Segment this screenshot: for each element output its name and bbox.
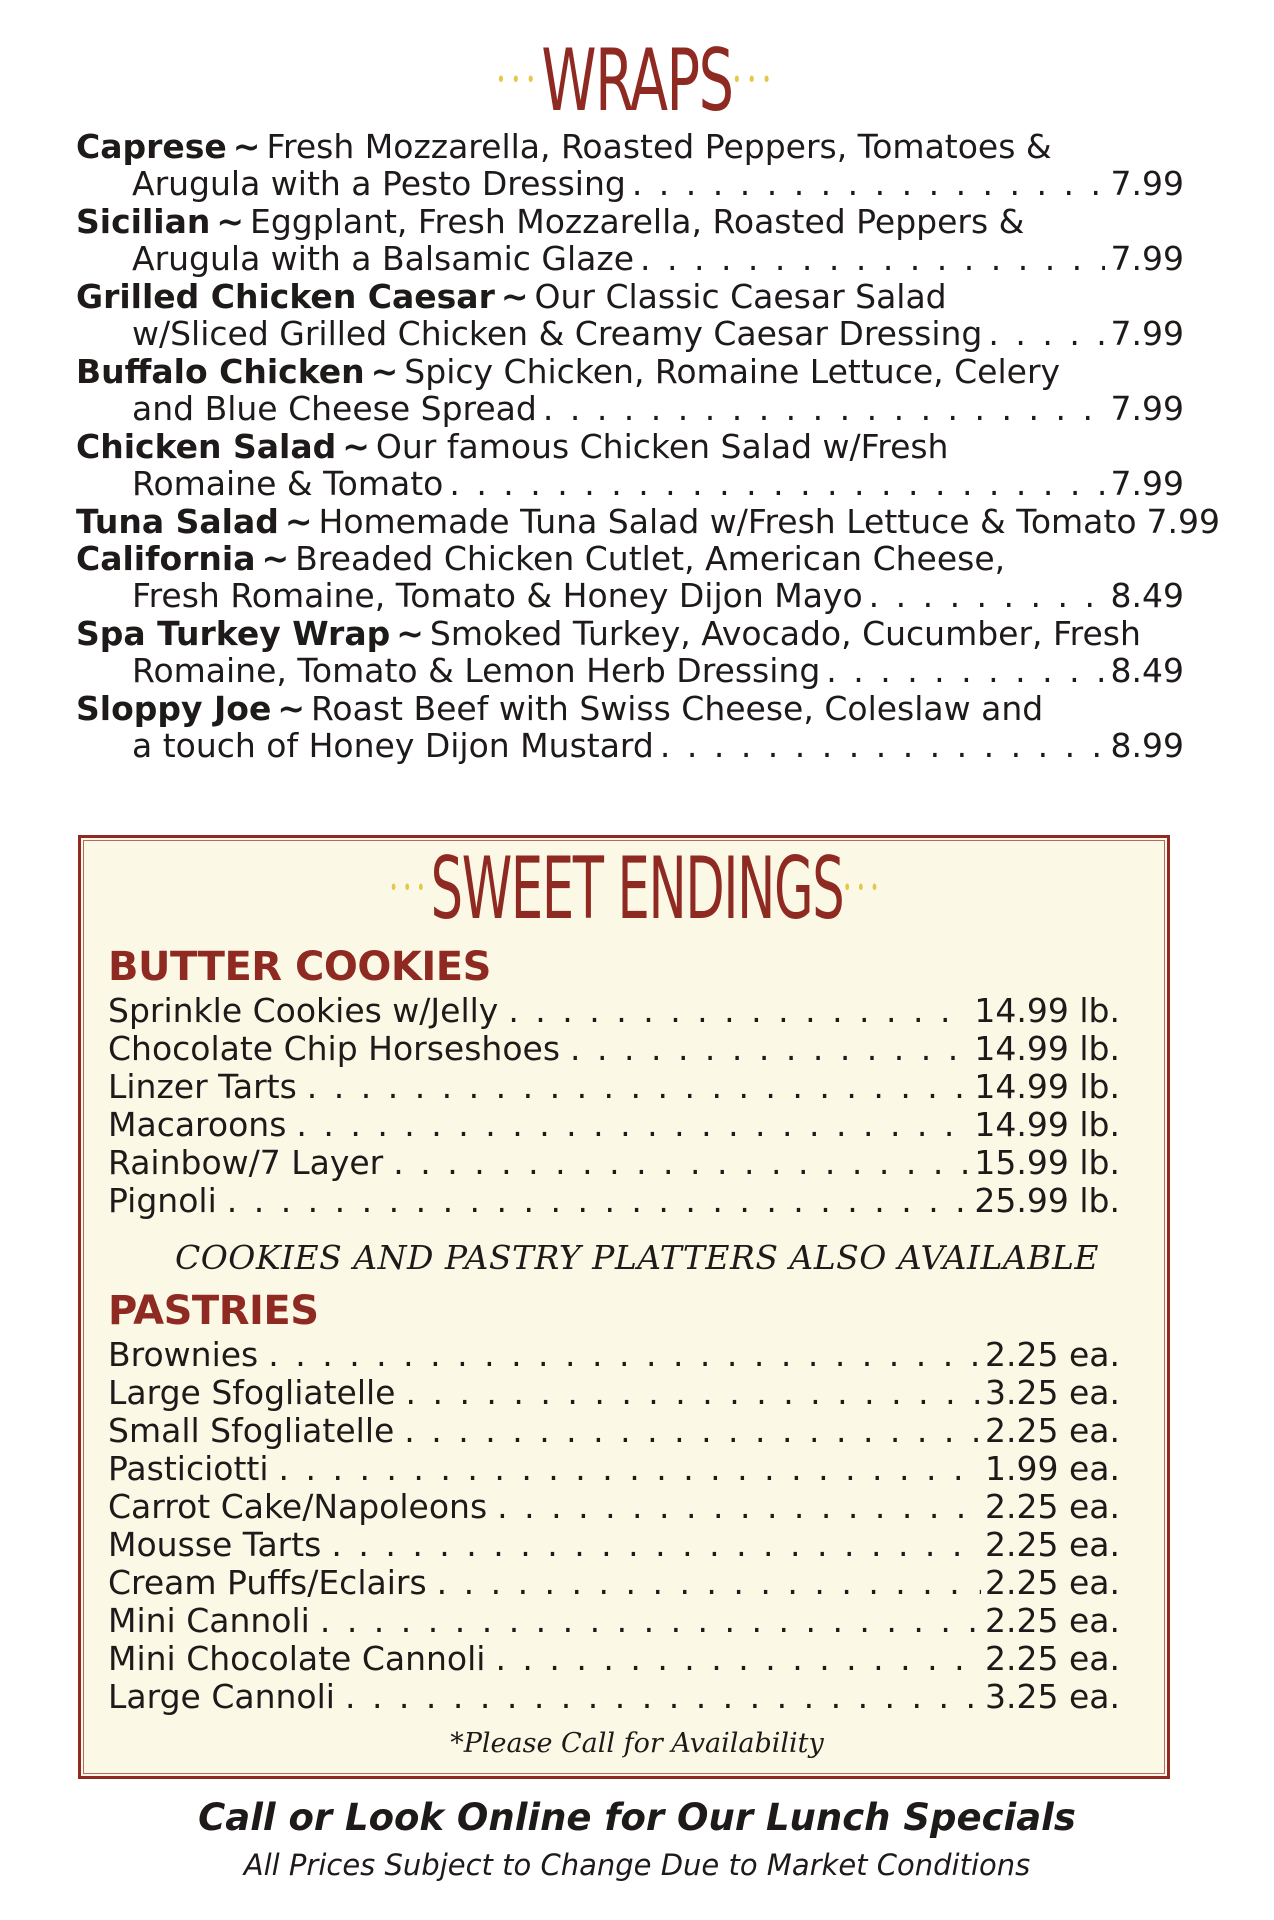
wrap-description-cont: w/Sliced Grilled Chicken & Creamy Caesar Dressing — [132, 314, 983, 353]
wrap-description: Homemade Tuna Salad w/Fresh Lettuce & Tomato — [318, 502, 1137, 541]
wrap-name: Buffalo Chicken — [76, 352, 365, 391]
list-item — [108, 992, 1120, 1030]
wrap-name: Caprese — [76, 127, 227, 166]
wrap-separator: ~ — [284, 502, 313, 541]
item-price: 1.99 ea. — [985, 1449, 1120, 1488]
dot-leader — [497, 1488, 981, 1526]
item-name: Brownies — [108, 1335, 259, 1374]
wrap-description-cont: Arugula with a Pesto Dressing — [132, 164, 626, 203]
list-item — [108, 1144, 1120, 1182]
item-name: Large Cannoli — [108, 1677, 335, 1716]
availability-note: *Please Call for Availability — [450, 1728, 824, 1759]
butter-cookies-list — [108, 992, 1120, 1220]
list-item — [108, 1488, 1120, 1526]
dot-leader — [988, 315, 1104, 352]
dot-leader — [508, 992, 970, 1030]
wrap-description: Our famous Chicken Salad w/Fresh — [375, 427, 949, 466]
wrap-description: Spicy Chicken, Romaine Lettuce, Celery — [404, 352, 1061, 391]
wrap-item-chicken-salad — [76, 428, 1184, 503]
item-price: 2.25 ea. — [985, 1639, 1120, 1678]
item-price: 2.25 ea. — [985, 1487, 1120, 1526]
item-price: 14.99 lb. — [974, 991, 1120, 1030]
price-disclaimer: All Prices Subject to Change Due to Market Conditions — [243, 1848, 1031, 1882]
dot-leader — [449, 465, 1104, 502]
dot-leader — [660, 727, 1105, 764]
dot-leader — [279, 1450, 982, 1488]
item-name: Mousse Tarts — [108, 1525, 322, 1564]
dot-leader — [869, 577, 1105, 614]
dot-leader — [296, 1106, 970, 1144]
wrap-name: Chicken Salad — [76, 427, 337, 466]
item-name: Large Sfogliatelle — [108, 1373, 396, 1412]
dot-leader — [826, 652, 1104, 689]
wraps-title: WRAPS — [541, 31, 733, 131]
wrap-item-grilled-chicken-caesar — [76, 278, 1184, 353]
wrap-description: Roast Beef with Swiss Cheese, Coleslaw and — [310, 689, 1044, 728]
wrap-description-cont: Fresh Romaine, Tomato & Honey Dijon Mayo — [132, 576, 863, 615]
list-item — [108, 1640, 1120, 1678]
item-name: Linzer Tarts — [108, 1067, 297, 1106]
wrap-description-cont: Arugula with a Balsamic Glaze — [132, 239, 634, 278]
wrap-separator: ~ — [277, 689, 305, 728]
item-name: Pignoli — [108, 1181, 217, 1220]
wrap-price: 7.99 — [1110, 239, 1184, 278]
wrap-name: Grilled Chicken Caesar — [76, 277, 495, 316]
item-name: Carrot Cake/Napoleons — [108, 1487, 488, 1526]
decorative-dots-left: ••• — [389, 875, 431, 901]
item-name: Chocolate Chip Horseshoes — [108, 1029, 561, 1068]
butter-cookies-heading: BUTTER COOKIES — [108, 944, 491, 990]
wrap-price: 7.99 — [1110, 164, 1184, 203]
decorative-dots-left: ••• — [496, 67, 542, 93]
lunch-specials-note: Call or Look Online for Our Lunch Specials — [198, 1796, 1076, 1839]
wrap-name: Tuna Salad — [76, 502, 279, 541]
wrap-description-cont: a touch of Honey Dijon Mustard — [132, 726, 654, 765]
dot-leader — [495, 1640, 981, 1678]
item-price: 2.25 ea. — [985, 1563, 1120, 1602]
wrap-name: Sloppy Joe — [76, 689, 272, 728]
dot-leader — [320, 1602, 981, 1640]
item-price: 2.25 ea. — [985, 1411, 1120, 1450]
wrap-description: Smoked Turkey, Avocado, Cucumber, Fresh — [429, 614, 1141, 653]
list-item — [108, 1526, 1120, 1564]
wrap-item-buffalo-chicken — [76, 353, 1184, 428]
dot-leader — [405, 1374, 981, 1412]
list-item — [108, 1564, 1120, 1602]
item-name: Macaroons — [108, 1105, 287, 1144]
list-item — [108, 1030, 1120, 1068]
wrap-item-california — [76, 540, 1184, 615]
wrap-separator: ~ — [370, 352, 399, 391]
wrap-separator: ~ — [216, 202, 244, 241]
dot-leader — [345, 1678, 981, 1716]
decorative-dots-right: ••• — [843, 875, 885, 901]
item-name: Mini Cannoli — [108, 1601, 310, 1640]
wrap-name: California — [76, 539, 256, 578]
list-item — [108, 1412, 1120, 1450]
list-item — [108, 1068, 1120, 1106]
wrap-item-sicilian — [76, 203, 1184, 278]
wrap-description-cont: and Blue Cheese Spread — [132, 389, 537, 428]
wrap-item-caprese — [76, 128, 1184, 203]
list-item — [108, 1678, 1120, 1716]
wrap-price: 8.99 — [1110, 726, 1184, 765]
pastries-list — [108, 1336, 1120, 1716]
dot-leader — [307, 1068, 971, 1106]
wrap-price: 7.99 — [1110, 314, 1184, 353]
item-price: 14.99 lb. — [974, 1067, 1120, 1106]
dot-leader — [437, 1564, 981, 1602]
pastries-heading: PASTRIES — [108, 1288, 319, 1334]
wrap-price: 7.99 — [1110, 389, 1184, 428]
dot-leader — [632, 165, 1105, 202]
item-name: Small Sfogliatelle — [108, 1411, 395, 1450]
wrap-price: 7.99 — [1146, 502, 1220, 541]
item-price: 15.99 lb. — [974, 1143, 1120, 1182]
dot-leader — [543, 390, 1105, 427]
item-price: 2.25 ea. — [985, 1601, 1120, 1640]
list-item — [108, 1450, 1120, 1488]
wrap-separator: ~ — [261, 539, 290, 578]
item-name: Rainbow/7 Layer — [108, 1143, 384, 1182]
list-item — [108, 1602, 1120, 1640]
sweet-endings-title: SWEET ENDINGS — [430, 839, 844, 939]
item-price: 14.99 lb. — [974, 1029, 1120, 1068]
wrap-price: 7.99 — [1110, 464, 1184, 503]
wrap-description-cont: Romaine & Tomato — [132, 464, 444, 503]
item-price: 2.25 ea. — [985, 1335, 1120, 1374]
item-price: 25.99 lb. — [974, 1181, 1120, 1220]
platters-note: COOKIES AND PASTRY PLATTERS ALSO AVAILABLE — [175, 1238, 1099, 1277]
item-name: Sprinkle Cookies w/Jelly — [108, 991, 499, 1030]
dot-leader — [404, 1412, 981, 1450]
wrap-item-sloppy-joe — [76, 690, 1184, 765]
item-name: Pasticiotti — [108, 1449, 269, 1488]
list-item — [108, 1336, 1120, 1374]
item-name: Cream Puffs/Eclairs — [108, 1563, 427, 1602]
wrap-item-tuna-salad — [76, 502, 1220, 541]
item-price: 3.25 ea. — [985, 1373, 1120, 1412]
item-price: 2.25 ea. — [985, 1525, 1120, 1564]
wrap-price: 8.49 — [1110, 576, 1184, 615]
sweet-endings-heading — [217, 839, 1058, 939]
item-name: Mini Chocolate Cannoli — [108, 1639, 486, 1678]
dot-leader — [268, 1336, 981, 1374]
dot-leader — [640, 240, 1105, 277]
wrap-description: Breaded Chicken Cutlet, American Cheese, — [295, 539, 1006, 578]
wrap-item-spa-turkey-wrap — [76, 615, 1184, 690]
wrap-price: 8.49 — [1110, 651, 1184, 690]
dot-leader — [570, 1030, 970, 1068]
wrap-separator: ~ — [342, 427, 370, 466]
list-item — [108, 1374, 1120, 1412]
dot-leader — [227, 1182, 971, 1220]
wrap-description: Eggplant, Fresh Mozzarella, Roasted Peppers & — [250, 202, 1025, 241]
wraps-list — [76, 127, 1220, 765]
wrap-description: Our Classic Caesar Salad — [534, 277, 947, 316]
wrap-separator: ~ — [396, 614, 424, 653]
wrap-description-cont: Romaine, Tomato & Lemon Herb Dressing — [132, 651, 821, 690]
list-item — [108, 1106, 1120, 1144]
decorative-dots-right: ••• — [732, 67, 778, 93]
dot-leader — [393, 1144, 970, 1182]
wrap-separator: ~ — [500, 277, 529, 316]
wraps-heading — [178, 31, 1095, 131]
wrap-name: Sicilian — [76, 202, 211, 241]
wrap-separator: ~ — [232, 127, 261, 166]
dot-leader — [331, 1526, 981, 1564]
item-price: 14.99 lb. — [974, 1105, 1120, 1144]
wrap-name: Spa Turkey Wrap — [76, 614, 391, 653]
item-price: 3.25 ea. — [985, 1677, 1120, 1716]
list-item — [108, 1182, 1120, 1220]
wrap-description: Fresh Mozzarella, Roasted Peppers, Tomatoes & — [266, 127, 1052, 166]
